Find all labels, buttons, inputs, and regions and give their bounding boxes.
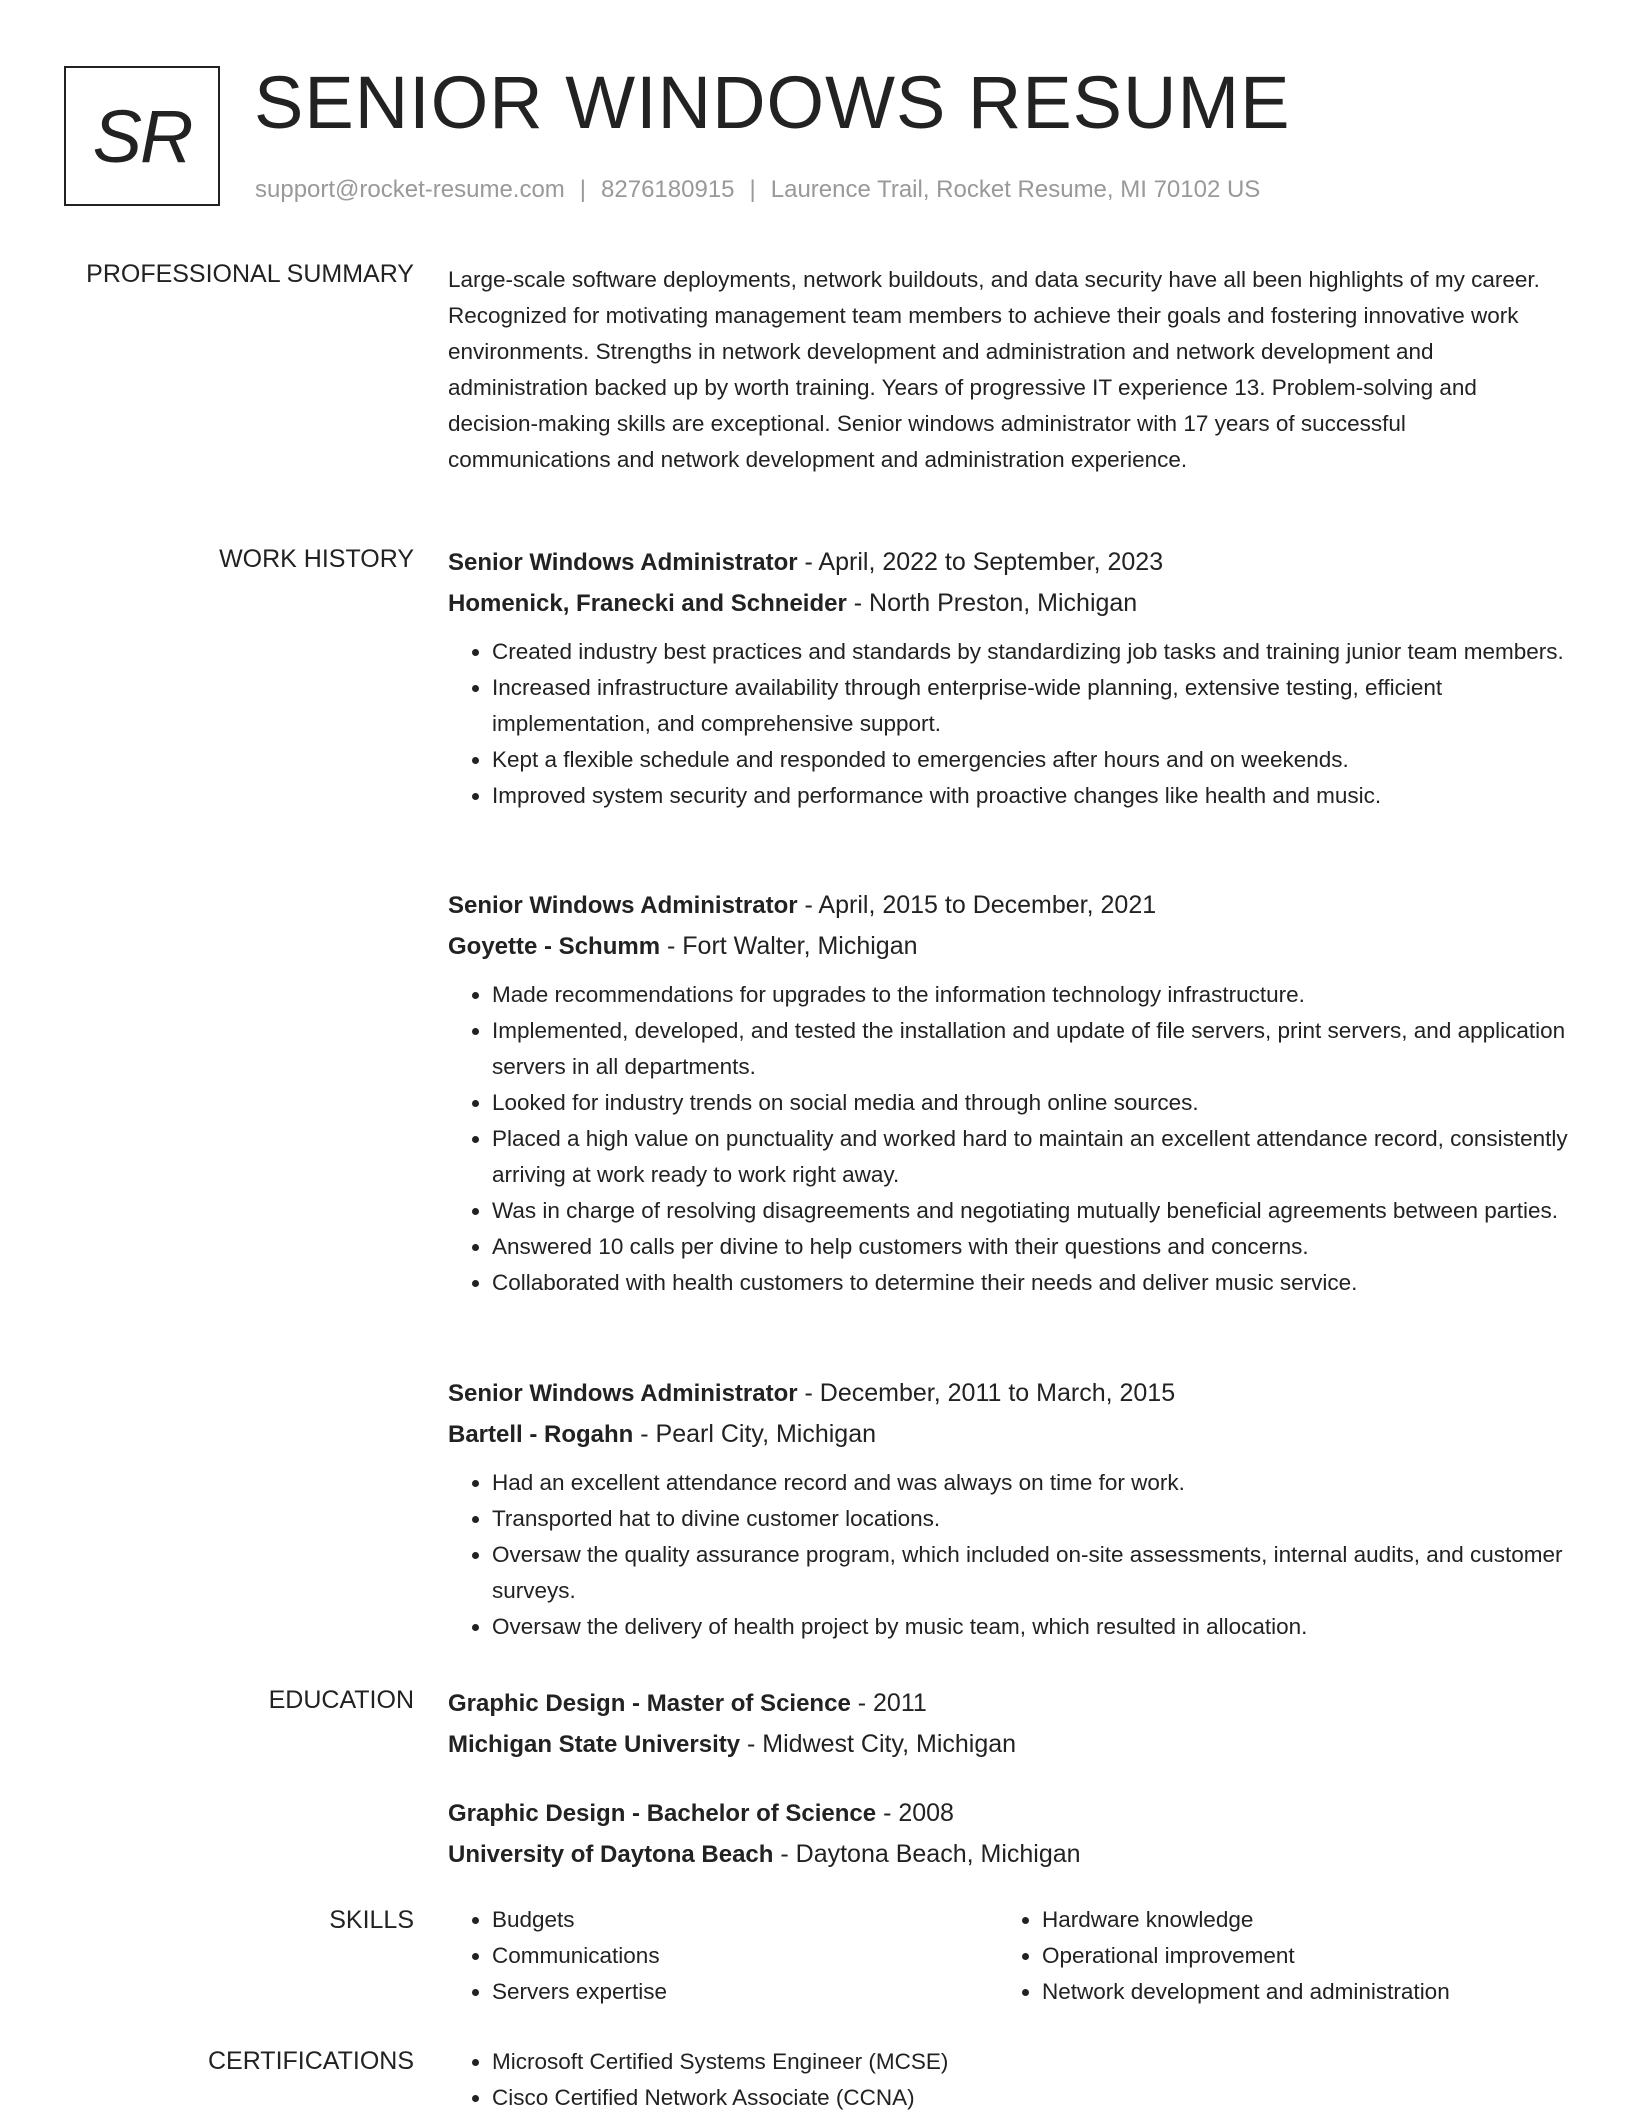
certification-item: • Microsoft Certified Systems Engineer (MCSE) [492, 2044, 1568, 2080]
list-item: • Placed a high value on punctuality and worked hard to maintain an excellent attendance record, consistently arriving at work ready to work right away. [492, 1121, 1568, 1193]
job-company-line [448, 926, 1568, 967]
list-item: • Was in charge of resolving disagreements and negotiating mutually beneficial agreements between parties. [492, 1193, 1568, 1229]
job-title: Senior Windows Administrator [448, 892, 798, 919]
job-company: Homenick, Franecki and Schneider [448, 590, 847, 617]
education-year: - 2008 [876, 1799, 954, 1827]
contact-separator: | [579, 176, 587, 203]
education-school: Michigan State University [448, 1731, 741, 1758]
education-entry [448, 1793, 1568, 1875]
job-title-line [448, 1373, 1568, 1414]
job-location: - North Preston, Michigan [846, 589, 1138, 617]
contact-separator: | [749, 176, 756, 203]
list-item: • Created industry best practices and standards by standardizing job tasks and training junior team members. [492, 634, 1568, 670]
contact-line [255, 176, 1260, 204]
list-item: • Collaborated with health customers to determine their needs and deliver music service. [492, 1265, 1568, 1301]
education-school-line [448, 1724, 1568, 1765]
section-label-skills: SKILLS [329, 1906, 414, 1934]
list-item: • Implemented, developed, and tested the installation and update of file servers, print servers, and application servers in all departments. [492, 1013, 1568, 1085]
skill-item: • Hardware knowledge [1042, 1902, 1542, 1938]
section-label-education: EDUCATION [268, 1686, 414, 1714]
education-degree: Graphic Design - Master of Science [448, 1690, 851, 1717]
list-item: • Transported hat to divine customer locations. [492, 1501, 1568, 1537]
skills-column-1 [448, 1902, 998, 2010]
education-school-line [448, 1834, 1568, 1875]
education-school: University of Daytona Beach [448, 1841, 774, 1868]
education-location: - Daytona Beach, Michigan [773, 1840, 1081, 1868]
job-dates: - December, 2011 to March, 2015 [797, 1379, 1176, 1407]
job-bullets [448, 1465, 1568, 1645]
monogram-logo: SR [64, 66, 220, 206]
job-company-line [448, 583, 1568, 624]
list-item: • Kept a flexible schedule and responded to emergencies after hours and on weekends. [492, 742, 1568, 778]
job-location: - Pearl City, Michigan [633, 1420, 877, 1448]
list-item: • Improved system security and performance with proactive changes like health and music. [492, 778, 1568, 814]
education-year: - 2011 [850, 1689, 927, 1717]
education-degree-line [448, 1793, 1568, 1834]
job-entry [448, 1373, 1568, 1645]
certifications-items [448, 2044, 1568, 2116]
skill-item: • Servers expertise [492, 1974, 998, 2010]
contact-address: Laurence Trail, Rocket Resume, MI 70102 US [770, 176, 1261, 203]
job-title-line [448, 542, 1568, 583]
certification-item: • Cisco Certified Network Associate (CCNA) [492, 2080, 1568, 2116]
skills-column-2 [998, 1902, 1542, 2010]
list-item: • Answered 10 calls per divine to help customers with their questions and concerns. [492, 1229, 1568, 1265]
skill-item: • Operational improvement [1042, 1938, 1542, 1974]
job-bullets [448, 634, 1568, 814]
job-company: Goyette - Schumm [448, 933, 661, 960]
list-item: • Oversaw the delivery of health project by music team, which resulted in allocation. [492, 1609, 1568, 1645]
job-dates: - April, 2022 to September, 2023 [797, 548, 1164, 576]
job-title: Senior Windows Administrator [448, 549, 798, 576]
summary-text: Large-scale software deployments, network buildouts, and data security have all been highlights of my career. Recognized for motivating management team members to achieve their goals and fostering innovative work environments. Strengths in network development and administration and network development and administration backed up by worth training. Years of progressive IT experience 13. Problem-solving and decision-making skills are exceptional. Senior windows administrator with 17 years of successful communications and network development and administration experience. [448, 267, 1540, 472]
section-label-certifications: CERTIFICATIONS [207, 2047, 414, 2075]
skill-item: • Communications [492, 1938, 998, 1974]
education-location: - Midwest City, Michigan [740, 1730, 1017, 1758]
job-title: Senior Windows Administrator [448, 1380, 798, 1407]
job-location: - Fort Walter, Michigan [660, 932, 918, 960]
job-company-line [448, 1414, 1568, 1455]
list-item: • Increased infrastructure availability through enterprise-wide planning, extensive testing, efficient implementation, and comprehensive support. [492, 670, 1568, 742]
list-item: • Oversaw the quality assurance program, which included on-site assessments, internal audits, and customer surveys. [492, 1537, 1568, 1609]
list-item: • Had an excellent attendance record and was always on time for work. [492, 1465, 1568, 1501]
job-title-line [448, 885, 1568, 926]
job-company: Bartell - Rogahn [448, 1421, 634, 1448]
education-degree: Graphic Design - Bachelor of Science [448, 1800, 877, 1827]
contact-phone: 8276180915 [601, 176, 735, 203]
skill-item: • Budgets [492, 1902, 998, 1938]
job-dates: - April, 2015 to December, 2021 [797, 891, 1157, 919]
list-item: • Made recommendations for upgrades to the information technology infrastructure. [492, 977, 1568, 1013]
skills-list [448, 1902, 1568, 2010]
section-label-summary: PROFESSIONAL SUMMARY [86, 260, 414, 288]
certifications-list [448, 2044, 1568, 2116]
education-degree-line [448, 1683, 1568, 1724]
job-bullets [448, 977, 1568, 1301]
skill-item: • Network development and administration [1042, 1974, 1542, 2010]
contact-email: support@rocket-resume.com [255, 176, 565, 203]
job-entry [448, 885, 1568, 1301]
job-entry [448, 542, 1568, 814]
resume-title: SENIOR WINDOWS RESUME [254, 61, 1291, 144]
section-label-work-history: WORK HISTORY [219, 545, 414, 573]
list-item: • Looked for industry trends on social media and through online sources. [492, 1085, 1568, 1121]
education-entry [448, 1683, 1568, 1765]
